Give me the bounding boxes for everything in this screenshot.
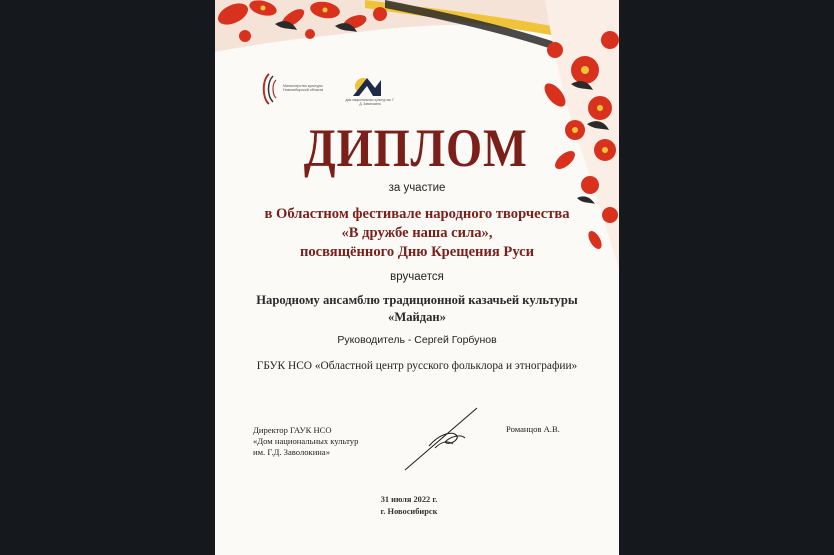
ministry-text: Министерство культуры Новосибирской области xyxy=(283,84,324,93)
director-line-1: Директор ГАУК НСО xyxy=(253,425,332,435)
director-block xyxy=(253,425,358,458)
festival-line-2: «В дружбе наша сила», xyxy=(341,225,493,241)
director-line-2: «Дом национальных культур xyxy=(253,436,359,446)
diploma-title: ДИПЛОМ xyxy=(303,118,528,178)
house-of-cultures-text: дом национальных культур им. Г. Д. Заволокина xyxy=(345,98,395,106)
ministry-emblem-icon xyxy=(259,72,281,106)
recipient-line-2: «Майдан» xyxy=(388,310,446,324)
festival-line-1: в Областном фестивале народного творчества xyxy=(264,206,570,222)
for-participation: за участие xyxy=(388,182,446,194)
date-block xyxy=(215,494,603,517)
awarded-text: вручается xyxy=(390,271,444,283)
recipient-line-1: Народному ансамблю традиционной казачьей культуры xyxy=(256,293,578,307)
organization-text: ГБУК НСО «Областной центр русского фольклора и этнографии» xyxy=(256,360,578,372)
leader-text: Руководитель - Сергей Горбунов xyxy=(337,334,497,346)
ministry-logo xyxy=(259,72,339,106)
handwritten-signature xyxy=(399,404,483,474)
diploma-page xyxy=(215,0,619,555)
issue-city: г. Новосибирск xyxy=(380,506,438,516)
signer-name: Романцов А.В. xyxy=(506,424,560,434)
house-of-cultures-icon xyxy=(345,72,389,98)
director-line-3: им. Г.Д. Заволокина» xyxy=(253,447,331,457)
festival-line-3: посвящённого Дню Крещения Руси xyxy=(299,244,535,260)
issue-date: 31 июля 2022 г. xyxy=(380,495,438,504)
house-of-cultures-logo xyxy=(345,72,395,106)
